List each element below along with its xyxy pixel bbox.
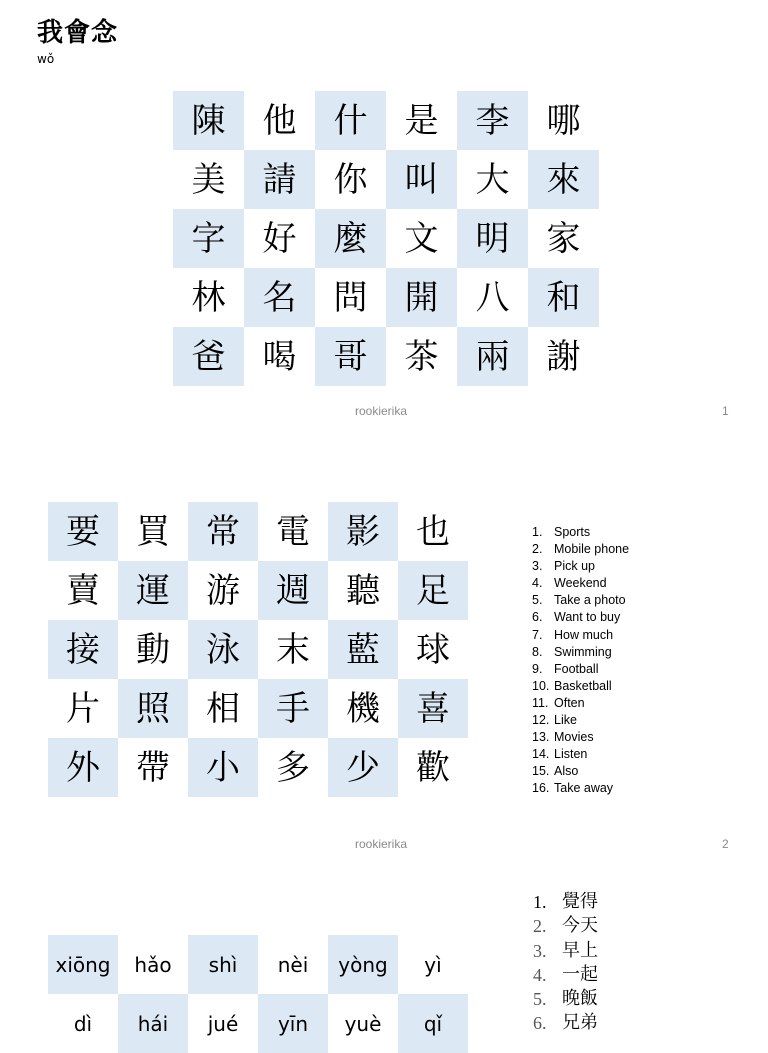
grid-cell: 開	[386, 268, 457, 327]
vocab-number: 6.	[533, 1013, 547, 1034]
footer-label: rookierika	[355, 404, 408, 418]
grid-cell: 買	[136, 511, 170, 552]
grid-cell: 機	[346, 688, 380, 729]
vocab-text: Sports	[554, 525, 591, 539]
vocab-text: Swimming	[554, 644, 612, 659]
vocab-text: 早上	[562, 939, 598, 961]
vocab-number: 6.	[532, 610, 543, 625]
vocab-number: 7.	[532, 627, 543, 642]
grid-cell: 聽	[346, 570, 380, 611]
grid-cell: 好	[262, 218, 297, 259]
grid-cell: qǐ	[398, 994, 468, 1053]
vocab-number: 4.	[532, 576, 543, 591]
vocab-list-chinese	[533, 890, 598, 1036]
vocab-text: 兄弟	[562, 1012, 598, 1034]
grid-cell: yì	[424, 952, 442, 977]
grid-cell: yòng	[328, 935, 398, 994]
vocab-text: Basketball	[554, 678, 612, 693]
grid-cell: 常	[188, 502, 258, 561]
grid-cell: 叫	[386, 150, 457, 209]
grid-cell: 問	[333, 277, 368, 318]
grid-cell: 要	[48, 502, 118, 561]
vocab-text: Pick up	[554, 559, 595, 574]
grid-cell: 帶	[136, 747, 170, 788]
grid-cell: 少	[328, 738, 398, 797]
grid-cell: dì	[73, 1011, 93, 1036]
vocab-item	[532, 558, 629, 575]
vocab-text: 晚飯	[562, 988, 598, 1010]
page-number: 2	[722, 837, 729, 851]
vocab-text: Listen	[554, 747, 588, 762]
grid-cell: 家	[546, 218, 581, 259]
vocab-item	[532, 661, 629, 678]
vocab-item	[533, 963, 598, 987]
grid-cell: 明	[457, 209, 528, 268]
vocab-text: 今天	[562, 915, 598, 937]
grid-cell: 外	[48, 738, 118, 797]
vocab-number: 13.	[532, 730, 550, 745]
vocab-text: Often	[554, 695, 585, 710]
vocab-item	[532, 746, 629, 763]
footer-label: rookierika	[355, 837, 408, 851]
vocab-item	[532, 524, 629, 541]
title-pinyin: wǒ	[37, 52, 55, 66]
grid-cell: 哥	[315, 327, 386, 386]
grid-cell: 運	[118, 561, 188, 620]
grid-cell: 李	[457, 91, 528, 150]
vocab-list-english	[532, 524, 629, 798]
grid-cell: 什	[315, 91, 386, 150]
grid-cell: 片	[66, 688, 100, 729]
grid-cell: 電	[276, 511, 310, 552]
grid-cell: 歡	[416, 747, 450, 788]
vocab-number: 8.	[532, 644, 543, 659]
grid-cell: yīn	[258, 994, 328, 1053]
vocab-text: 一起	[562, 963, 598, 985]
vocab-number: 15.	[532, 764, 550, 779]
vocab-item	[532, 695, 629, 712]
grid-cell: 足	[398, 561, 468, 620]
vocab-number: 2.	[532, 542, 543, 557]
vocab-text: Football	[554, 661, 599, 676]
grid-cell: xiōng	[48, 935, 118, 994]
vocab-item	[533, 914, 598, 938]
grid-cell: 麼	[315, 209, 386, 268]
vocab-number: 3.	[533, 940, 547, 961]
grid-cell: 球	[416, 629, 450, 670]
grid-cell: shì	[188, 935, 258, 994]
grid-cell: 請	[244, 150, 315, 209]
vocab-item	[532, 627, 629, 644]
vocab-item	[533, 987, 598, 1011]
vocab-text: How much	[554, 627, 614, 642]
vocab-item	[532, 541, 629, 558]
grid-cell: 手	[258, 679, 328, 738]
grid-cell: 大	[475, 159, 510, 200]
vocab-number: 4.	[533, 964, 547, 985]
vocab-item	[533, 890, 598, 914]
grid-cell: 週	[258, 561, 328, 620]
vocab-number: 9.	[532, 661, 543, 676]
grid-cell: 林	[191, 277, 226, 318]
grid-cell: 末	[276, 629, 310, 670]
grid-cell: 字	[173, 209, 244, 268]
grid-cell: 他	[262, 100, 297, 141]
grid-cell: jué	[207, 1011, 239, 1036]
vocab-number: 1.	[532, 525, 543, 539]
vocab-text: Weekend	[554, 576, 607, 591]
grid-cell: 兩	[457, 327, 528, 386]
grid-cell: 來	[528, 150, 599, 209]
grid-cell: 喜	[398, 679, 468, 738]
grid-cell: 文	[404, 218, 439, 259]
vocab-item	[532, 575, 629, 592]
vocab-number: 11.	[532, 695, 549, 710]
vocab-number: 12.	[532, 713, 550, 728]
grid-cell: 多	[276, 747, 310, 788]
vocab-number: 5.	[533, 989, 547, 1010]
vocab-text: Want to buy	[554, 610, 621, 625]
grid-cell: 八	[475, 277, 510, 318]
grid-cell: 也	[416, 511, 450, 552]
character-grid-2	[48, 502, 468, 797]
page-title: 我會念	[37, 18, 119, 48]
vocab-item	[532, 644, 629, 661]
grid-cell: 喝	[262, 336, 297, 377]
vocab-number: 5.	[532, 593, 543, 608]
grid-cell: 泳	[188, 620, 258, 679]
vocab-number: 3.	[532, 559, 543, 574]
vocab-text: Also	[554, 764, 579, 779]
grid-cell: 相	[206, 688, 240, 729]
grid-cell: hǎo	[134, 952, 172, 977]
vocab-text: Movies	[554, 730, 594, 745]
vocab-text: Take a photo	[554, 593, 626, 608]
grid-cell: 小	[188, 738, 258, 797]
vocab-item	[532, 592, 629, 609]
grid-cell: 動	[136, 629, 170, 670]
pinyin-grid	[48, 935, 468, 1053]
grid-cell: 美	[191, 159, 226, 200]
grid-cell: 名	[244, 268, 315, 327]
grid-cell: 接	[48, 620, 118, 679]
grid-cell: 茶	[404, 336, 439, 377]
grid-cell: 游	[206, 570, 240, 611]
vocab-item	[532, 712, 629, 729]
vocab-item	[532, 678, 629, 695]
grid-cell: 陳	[173, 91, 244, 150]
grid-cell: 和	[528, 268, 599, 327]
vocab-number: 14.	[532, 747, 550, 762]
grid-cell: 爸	[173, 327, 244, 386]
vocab-item	[532, 729, 629, 746]
grid-cell: yuè	[344, 1011, 382, 1036]
grid-cell: 影	[328, 502, 398, 561]
vocab-item	[532, 763, 629, 780]
vocab-number: 1.	[533, 892, 547, 912]
vocab-number: 16.	[532, 781, 550, 796]
grid-cell: 是	[404, 100, 439, 141]
vocab-number: 10.	[532, 678, 550, 693]
grid-cell: hái	[118, 994, 188, 1053]
vocab-item	[532, 780, 629, 797]
grid-cell: 賣	[66, 570, 100, 611]
vocab-item	[532, 609, 629, 626]
character-grid-1	[173, 91, 599, 386]
vocab-text: Like	[554, 713, 577, 728]
grid-cell: 照	[118, 679, 188, 738]
vocab-text: 覺得	[562, 891, 598, 912]
vocab-text: Take away	[554, 781, 614, 796]
page-number: 1	[722, 404, 729, 418]
grid-cell: 謝	[546, 336, 581, 377]
vocab-text: Mobile phone	[554, 542, 630, 557]
grid-cell: 哪	[546, 100, 581, 141]
grid-cell: nèi	[277, 952, 309, 977]
grid-cell: 藍	[328, 620, 398, 679]
grid-cell: 你	[333, 159, 368, 200]
vocab-item	[533, 939, 598, 963]
vocab-number: 2.	[533, 916, 547, 937]
